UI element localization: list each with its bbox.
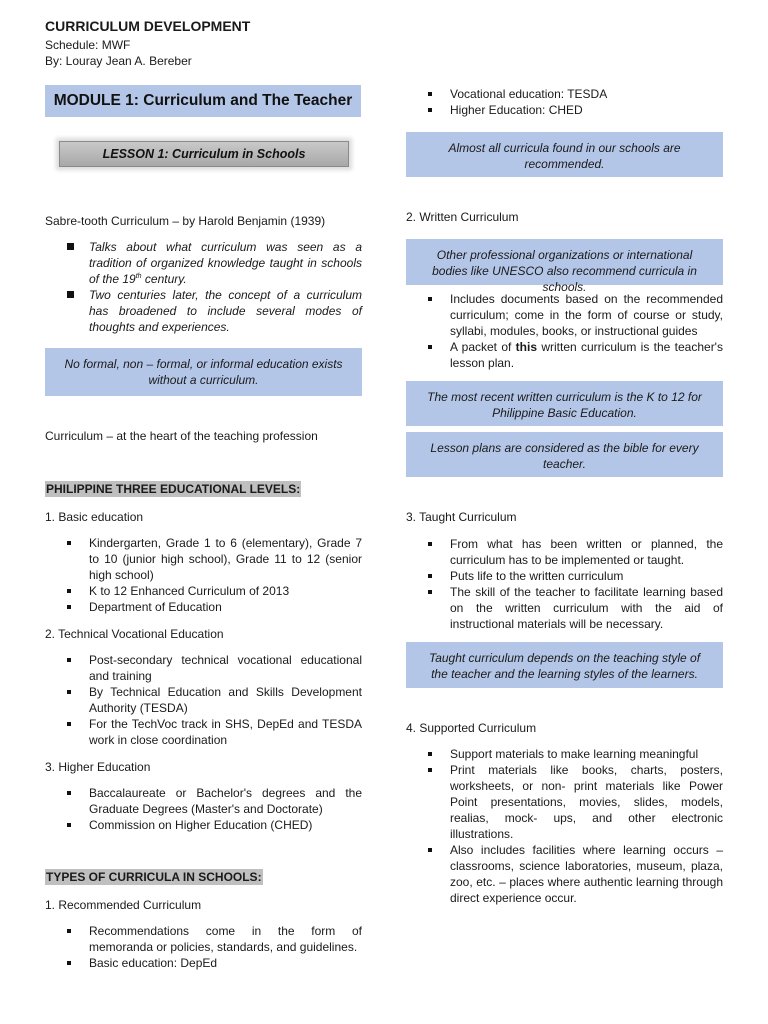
- list-item: Includes documents based on the recommended curriculum; come in the form of course or study, syllabi, modules, books, or instructional guides: [406, 291, 723, 339]
- supported-list: [406, 746, 723, 906]
- left-column: [45, 213, 362, 335]
- list-item: Post-secondary technical vocational educational and training: [45, 652, 362, 684]
- list-item: Basic education: DepEd: [45, 955, 362, 971]
- callout-k12: The most recent written curriculum is the K to 12 for Philippine Basic Education.: [406, 381, 723, 426]
- recommended-list-continued: [406, 86, 723, 118]
- left-column-lower: [45, 428, 362, 971]
- taught-list-wrap: [406, 536, 723, 632]
- written-list: [406, 291, 723, 371]
- list-item: Baccalaureate or Bachelor's degrees and the Graduate Degrees (Master's and Doctorate): [45, 785, 362, 817]
- schedule-line: Schedule: MWF: [45, 38, 131, 52]
- supported-list-wrap: [406, 746, 723, 906]
- list-item: Recommendations come in the form of memoranda or policies, standards, and guidelines.: [45, 923, 362, 955]
- list-item: The skill of the teacher to facilitate learning based on the written curriculum with the aid of instructional materials will be necessary.: [406, 584, 723, 632]
- higher-list: [45, 785, 362, 833]
- callout-almost-all: Almost all curricula found in our schools are recommended.: [406, 132, 723, 177]
- list-item: Talks about what curriculum was seen as a tradition of organized knowledge taught in schools of the 19th century.: [45, 239, 362, 287]
- author-line: By: Louray Jean A. Bereber: [45, 54, 192, 68]
- list-item: A packet of this written curriculum is the teacher's lesson plan.: [406, 339, 723, 371]
- levels-heading: PHILIPPINE THREE EDUCATIONAL LEVELS:: [46, 482, 301, 496]
- list-item: For the TechVoc track in SHS, DepEd and TESDA work in close coordination: [45, 716, 362, 748]
- list-item: From what has been written or planned, the curriculum has to be implemented or taught.: [406, 536, 723, 568]
- list-item: Department of Education: [45, 599, 362, 615]
- taught-heading: 3. Taught Curriculum: [406, 510, 517, 524]
- callout-taught: Taught curriculum depends on the teaching style of the teacher and the learning styles of the learners.: [406, 642, 723, 688]
- heart-line: Curriculum – at the heart of the teaching profession: [45, 429, 318, 443]
- written-list-wrap: [406, 291, 723, 371]
- list-item: K to 12 Enhanced Curriculum of 2013: [45, 583, 362, 599]
- list-item: Also includes facilities where learning occurs – classrooms, science laboratories, museum, plaza, zoo, etc. – places where authentic learning through direct experience occur.: [406, 842, 723, 906]
- sabre-heading: Sabre-tooth Curriculum – by Harold Benjamin (1939): [45, 214, 326, 228]
- lesson-title: LESSON 1: Curriculum in Schools: [59, 141, 349, 167]
- list-item: Kindergarten, Grade 1 to 6 (elementary), Grade 7 to 10 (junior high school), Grade 11 to 12 (senior high school): [45, 535, 362, 583]
- tech-list: [45, 652, 362, 748]
- callout-professional: Other professional organizations or international bodies like UNESCO also recommend curricula in schools.: [406, 239, 723, 285]
- recommended-heading: 1. Recommended Curriculum: [45, 898, 202, 912]
- list-item: Commission on Higher Education (CHED): [45, 817, 362, 833]
- right-column-top: [406, 86, 723, 118]
- written-heading: 2. Written Curriculum: [406, 210, 519, 224]
- basic-heading: 1. Basic education: [45, 510, 144, 524]
- recommended-list: [45, 923, 362, 971]
- callout-bible: Lesson plans are considered as the bible for every teacher.: [406, 432, 723, 477]
- basic-list: [45, 535, 362, 615]
- document-title: CURRICULUM DEVELOPMENT: [45, 18, 251, 34]
- list-item: Print materials like books, charts, posters, worksheets, or non- print materials like Power Point presentations, movies, slides, models, realias, mock- ups, and other electronic illustrations.: [406, 762, 723, 842]
- list-item: Support materials to make learning meaningful: [406, 746, 723, 762]
- higher-heading: 3. Higher Education: [45, 760, 151, 774]
- list-item: Puts life to the written curriculum: [406, 568, 723, 584]
- taught-list: [406, 536, 723, 632]
- sabre-list: [45, 239, 362, 335]
- list-item: Two centuries later, the concept of a curriculum has broadened to include several modes of thoughts and experiences.: [45, 287, 362, 335]
- supported-heading: 4. Supported Curriculum: [406, 721, 537, 735]
- tech-heading: 2. Technical Vocational Education: [45, 627, 224, 641]
- list-item: By Technical Education and Skills Development Authority (TESDA): [45, 684, 362, 716]
- types-heading: TYPES OF CURRICULA IN SCHOOLS:: [46, 870, 262, 884]
- list-item: Vocational education: TESDA: [406, 86, 723, 102]
- module-title: MODULE 1: Curriculum and The Teacher: [45, 85, 361, 117]
- list-item: Higher Education: CHED: [406, 102, 723, 118]
- callout-no-formal: No formal, non – formal, or informal education exists without a curriculum.: [45, 348, 362, 396]
